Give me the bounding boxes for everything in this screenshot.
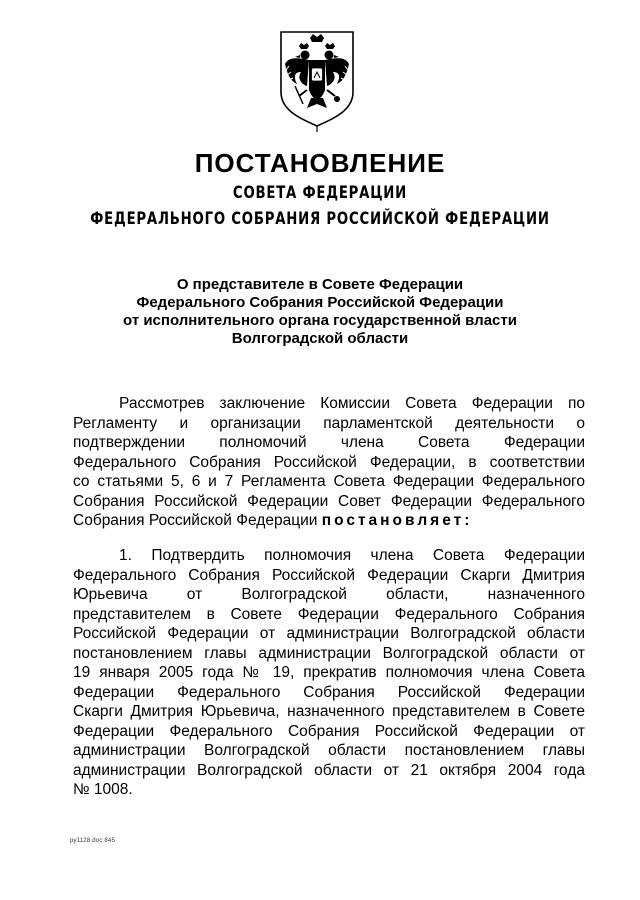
text-line: представителем в Совете Федерации Федерального Собрания	[73, 605, 585, 623]
text-line: Российской Федерации от администрации Волгоградской области	[73, 625, 585, 642]
document-title: ПОСТАНОВЛЕНИЕ	[194, 148, 446, 178]
resolution-keyword: постановляет:	[321, 512, 473, 529]
text-line: Федерации Федерального Собрания Российской Федерации от	[73, 722, 585, 740]
document-subject	[60, 276, 580, 348]
text-line: со статьями 5, 6 и 7 Регламента Совета Федерации Федерального	[73, 473, 585, 490]
text-line: Регламенту и организации парламентской деятельности о	[73, 414, 585, 432]
text-line: Федерального Собрания Российской Федерации Скарги Дмитрия	[73, 566, 585, 584]
text-line: подтверждении полномочий члена Совета Федерации	[73, 434, 585, 451]
text-line: Рассмотрев заключение Комиссии Совета Федерации по	[119, 395, 585, 412]
text-line: Собрания Российской Федерации Совет Федерации Федерального	[73, 492, 585, 510]
subject-line: от исполнительного органа государственной власти	[123, 312, 517, 329]
text-line: № 1008.	[73, 781, 133, 798]
text-line: Скарги Дмитрия Юрьевича, назначенного представителем в Совете	[73, 703, 585, 720]
text-line: администрации Волгоградской области постановлением главы	[73, 742, 585, 759]
preamble-paragraph	[73, 394, 585, 531]
text-line: 19 января 2005 года № 19, прекратив полномочия члена Совета	[73, 664, 585, 681]
text-line: постановлением главы администрации Волгоградской области от	[73, 644, 585, 662]
russian-coat-of-arms-icon	[275, 28, 359, 132]
subject-line: Федерального Собрания Российской Федерации	[136, 294, 504, 311]
document-file-code: ру1128.doc 845	[70, 838, 115, 844]
resolution-item-1	[73, 546, 585, 800]
text-line: Федерации Федерального Собрания Российской Федерации	[73, 683, 585, 701]
text-line-final	[73, 511, 585, 531]
text-line: Федерального Собрания Российской Федерации, в соответствии	[73, 453, 585, 471]
subject-line: Волгоградской области	[231, 330, 409, 347]
text-line: Собрания Российской Федерации	[73, 512, 318, 529]
text-line: 1. Подтвердить полномочия члена Совета Федерации	[119, 547, 585, 564]
document-issuer-line1: СОВЕТА ФЕДЕРАЦИИ	[232, 183, 408, 203]
document-issuer-line2: ФЕДЕРАЛЬНОГО СОБРАНИЯ РОССИЙСКОЙ ФЕДЕРАЦИИ	[90, 209, 550, 229]
text-line: Юрьевича от Волгоградской области, назначенного	[73, 586, 585, 603]
text-line: администрации Волгоградской области от 21 октября 2004 года	[73, 761, 585, 779]
subject-line: О представителе в Совете Федерации	[176, 276, 464, 293]
